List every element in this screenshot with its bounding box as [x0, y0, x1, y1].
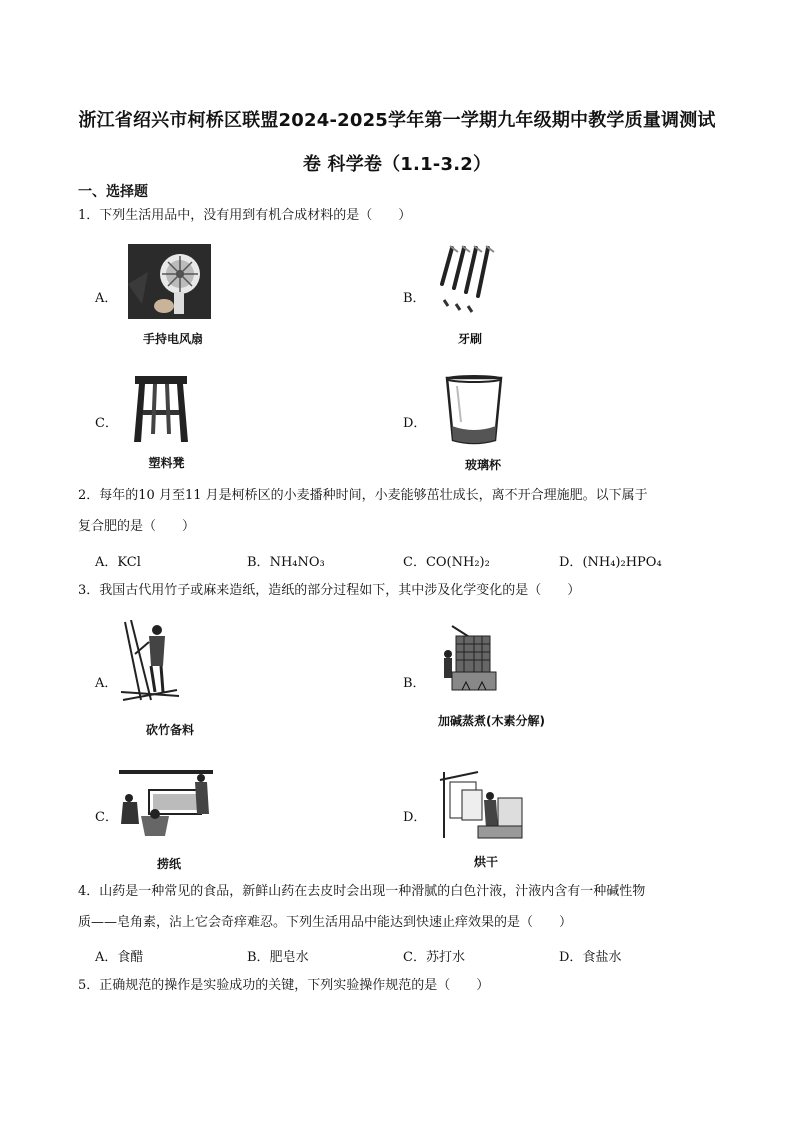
- question-4-line1: 4．山药是一种常见的食品，新鲜山药在去皮时会出现一种滑腻的白色汁液，汁液内含有一种碱性物: [78, 884, 646, 899]
- q2-option-a: [95, 551, 141, 570]
- q2-option-b-text: NH₄NO₃: [269, 555, 325, 570]
- q3-option-b-caption: 加碱蒸煮(木素分解): [438, 714, 545, 728]
- q4-option-b-letter: B．: [247, 950, 270, 965]
- question-5-text: 5．正确规范的操作是实验成功的关键，下列实验操作规范的是（ ）: [78, 978, 490, 993]
- q3-option-a-letter: A．: [95, 676, 118, 691]
- q4-option-b: [247, 946, 309, 965]
- q3-option-c-caption: 捞纸: [156, 857, 181, 871]
- hand-fan-photo: [128, 244, 211, 319]
- q1-option-d-caption: 玻璃杯: [464, 458, 501, 472]
- q4-option-c-letter: C．: [403, 950, 426, 965]
- question-1-text: 1．下列生活用品中，没有用到有机合成材料的是（ ）: [78, 208, 412, 223]
- glass-cup-photo: [443, 374, 505, 446]
- q1-option-a-letter: A．: [95, 291, 118, 306]
- q1-option-c-letter: C．: [95, 416, 118, 431]
- question-2-line1: 2．每年的10 月至11 月是柯桥区的小麦播种时间，小麦能够茁壮成长，离不开合理施肥。以下属于: [78, 488, 648, 503]
- page-title-line1: 浙江省绍兴市柯桥区联盟2024-2025学年第一学期九年级期中教学质量调测试: [78, 110, 716, 131]
- plastic-stool-photo: [131, 374, 191, 444]
- q2-option-c-letter: C．: [403, 555, 426, 570]
- q2-option-a-letter: A．: [95, 555, 118, 570]
- q1-option-a-caption: 手持电风扇: [142, 332, 203, 346]
- q4-option-d-letter: D．: [559, 950, 583, 965]
- q2-option-b: [247, 551, 325, 570]
- section-heading: 一、选择题: [78, 184, 148, 200]
- drying-paper-drawing: [438, 770, 526, 842]
- question-2-line2: 复合肥的是（ ）: [78, 519, 196, 534]
- q1-option-b-letter: B．: [403, 291, 426, 306]
- q4-option-a-text: 食醋: [117, 950, 144, 965]
- q3-option-b-letter: B．: [403, 676, 426, 691]
- q1-option-b-caption: 牙刷: [457, 332, 482, 346]
- q2-option-d-text: (NH₄)₂HPO₄: [582, 555, 662, 570]
- q3-option-d-caption: 烘干: [473, 855, 498, 869]
- cutting-bamboo-drawing: [121, 620, 181, 702]
- q1-option-c-caption: 塑料凳: [148, 456, 185, 470]
- q4-option-c: [403, 946, 465, 965]
- q2-option-c-text: CO(NH₂)₂: [425, 555, 490, 570]
- q3-option-a-caption: 砍竹备料: [145, 723, 194, 737]
- q2-option-b-letter: B．: [247, 555, 270, 570]
- q4-option-d: [559, 946, 621, 965]
- q2-option-c: [403, 551, 490, 570]
- q1-option-d-letter: D．: [403, 416, 427, 431]
- q4-option-a: [95, 946, 143, 965]
- q4-option-d-text: 食盐水: [582, 950, 622, 965]
- scooping-paper-drawing: [119, 770, 213, 840]
- page-title-line2: 卷 科学卷（1.1-3.2）: [302, 154, 492, 175]
- alkali-boiling-drawing: [438, 624, 502, 698]
- q2-option-a-text: KCl: [117, 555, 141, 570]
- question-3-text: 3．我国古代用竹子或麻来造纸，造纸的部分过程如下，其中涉及化学变化的是（ ）: [78, 583, 581, 598]
- q4-option-b-text: 肥皂水: [269, 950, 309, 965]
- question-4-line2: 质——皂角素，沾上它会奇痒难忍。下列生活用品中能达到快速止痒效果的是（ ）: [78, 915, 573, 930]
- q4-option-a-letter: A．: [95, 950, 118, 965]
- q3-option-c-letter: C．: [95, 810, 118, 825]
- q2-option-d: [559, 551, 662, 570]
- q4-option-c-text: 苏打水: [425, 950, 465, 965]
- q2-option-d-letter: D．: [559, 555, 583, 570]
- q3-option-d-letter: D．: [403, 810, 427, 825]
- toothbrush-photo: [438, 244, 498, 319]
